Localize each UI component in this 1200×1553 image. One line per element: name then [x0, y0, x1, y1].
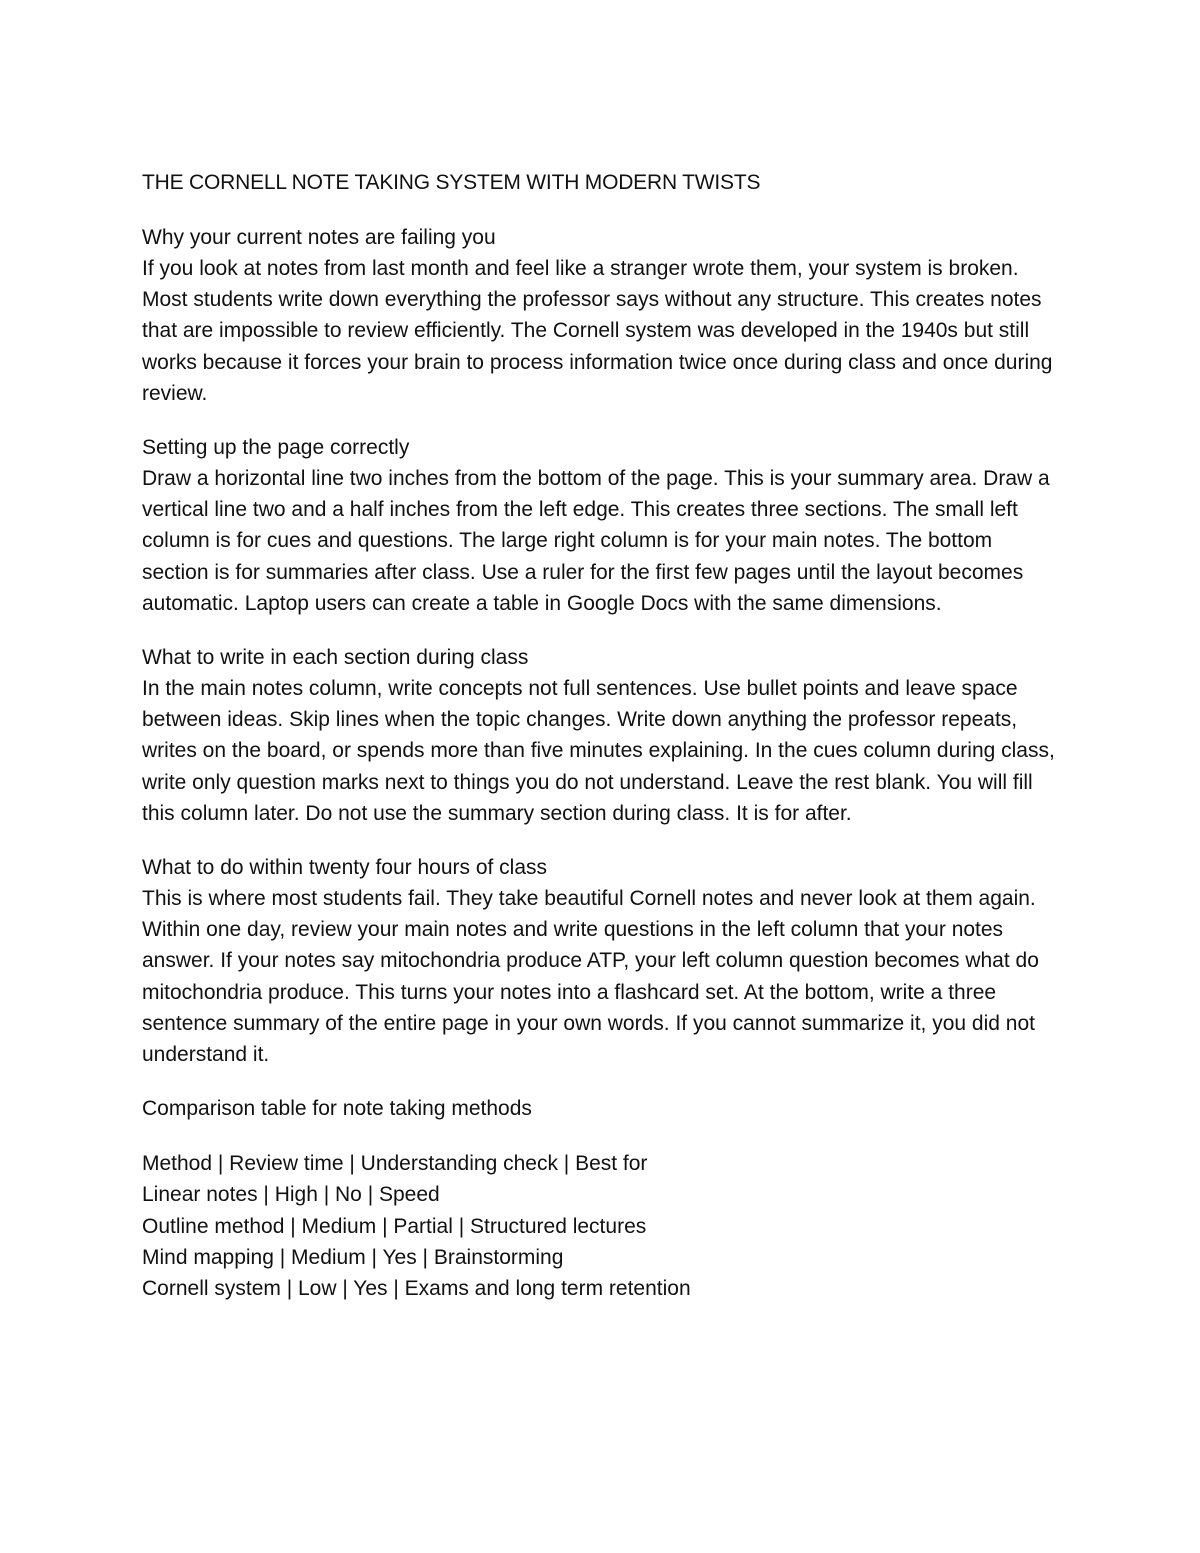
document-title: THE CORNELL NOTE TAKING SYSTEM WITH MODERN TWISTS [142, 171, 761, 194]
section-why-notes-fail [142, 222, 1072, 409]
section-heading: Setting up the page correctly [142, 436, 410, 460]
comparison-table-row: Linear notes | High | No | Speed [142, 1183, 440, 1207]
section-page-setup [142, 432, 1072, 619]
comparison-table [142, 1093, 1072, 1304]
section-within-24-hours [142, 852, 1072, 1070]
section-paragraph: If you look at notes from last month and feel like a stranger wrote them, your system is broken. Most students write down everything the professor says without any structure. This creates notes that are impossible to review efficiently. The Cornell system was developed in the 1940s but still works because it forces your brain to process information twice once during class and once during review. [142, 257, 1053, 405]
comparison-table-header-row: Method | Review time | Understanding check | Best for [142, 1152, 648, 1176]
comparison-table-heading: Comparison table for note taking methods [142, 1097, 532, 1121]
document-page [142, 167, 1072, 1304]
section-during-class [142, 642, 1072, 829]
section-paragraph: Draw a horizontal line two inches from the bottom of the page. This is your summary area. Draw a vertical line two and a half inches from the left edge. This creates three sections. The small left column is for cues and questions. The large right column is for your main notes. The bottom section is for summaries after class. Use a ruler for the first few pages until the layout becomes automatic. Laptop users can create a table in Google Docs with the same dimensions. [142, 467, 1050, 615]
section-heading: What to write in each section during class [142, 646, 529, 670]
comparison-table-row: Outline method | Medium | Partial | Structured lectures [142, 1214, 647, 1238]
section-paragraph: This is where most students fail. They take beautiful Cornell notes and never look at them again. Within one day, review your main notes and write questions in the left column that your notes answer. If your notes say mitochondria produce ATP, your left column question becomes what do mitochondria produce. This turns your notes into a flashcard set. At the bottom, write a three sentence summary of the entire page in your own words. If you cannot summarize it, you did not understand it. [142, 887, 1039, 1067]
section-heading: What to do within twenty four hours of class [142, 856, 548, 880]
section-paragraph: In the main notes column, write concepts not full sentences. Use bullet points and leave space between ideas. Skip lines when the topic changes. Write down anything the professor repeats, writes on the board, or spends more than five minutes explaining. In the cues column during class, write only question marks next to things you do not understand. Leave the rest blank. You will fill this column later. Do not use the summary section during class. It is for after. [142, 677, 1055, 825]
comparison-table-row: Mind mapping | Medium | Yes | Brainstorming [142, 1245, 564, 1269]
comparison-table-row: Cornell system | Low | Yes | Exams and long term retention [142, 1277, 691, 1301]
section-heading: Why your current notes are failing you [142, 226, 496, 249]
